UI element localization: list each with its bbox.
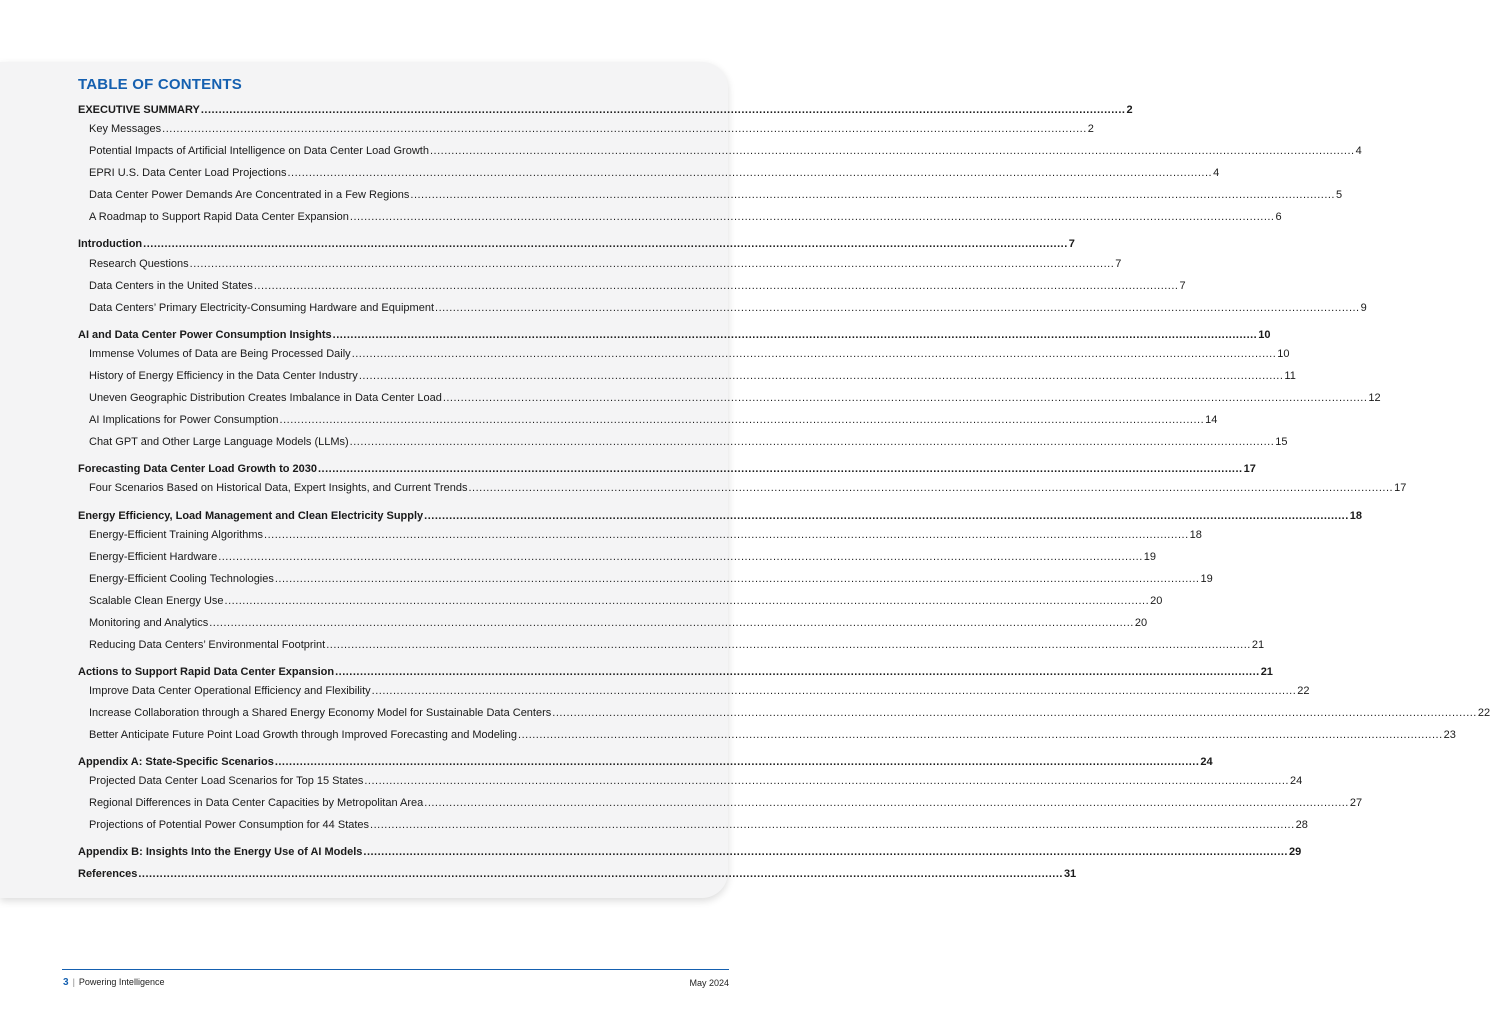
toc-entry-label: Appendix A: State-Specific Scenarios bbox=[78, 756, 274, 768]
toc-subsection-entry[interactable] bbox=[89, 774, 1303, 788]
toc-entry-label: Scalable Clean Energy Use bbox=[89, 595, 224, 607]
toc-subsection-entry[interactable] bbox=[89, 144, 1362, 158]
toc-entry-label: Improve Data Center Operational Efficiency and Flexibility bbox=[89, 685, 371, 697]
footer-page-number: 3 bbox=[63, 977, 69, 988]
toc-entry-label: Energy-Efficient Training Algorithms bbox=[89, 529, 264, 541]
toc-dot-leader: .................................................................................................................................................................................................................................................................... bbox=[424, 797, 1349, 809]
toc-entry-label: Introduction bbox=[78, 238, 143, 250]
toc-dot-leader: .................................................................................................................................................................................................................................................................... bbox=[442, 392, 1368, 404]
toc-dot-leader: .................................................................................................................................................................................................................................................................... bbox=[410, 189, 1335, 201]
toc-entry-page-number: 21 bbox=[1251, 639, 1265, 651]
toc-dot-leader: .................................................................................................................................................................................................................................................................... bbox=[370, 819, 1295, 831]
toc-entry-label: Regional Differences in Data Center Capacities by Metropolitan Area bbox=[89, 797, 424, 809]
toc-section-entry[interactable] bbox=[78, 509, 1363, 523]
toc-entry-label: Data Centers’ Primary Electricity-Consuming Hardware and Equipment bbox=[89, 302, 435, 314]
toc-dot-leader: .................................................................................................................................................................................................................................................................... bbox=[468, 482, 1394, 494]
toc-dot-leader: .................................................................................................................................................................................................................................................................... bbox=[138, 868, 1063, 880]
toc-subsection-entry[interactable] bbox=[89, 122, 1094, 136]
toc-entry-label: Potential Impacts of Artificial Intelligence on Data Center Load Growth bbox=[89, 145, 429, 157]
toc-entry-page-number: 5 bbox=[1336, 189, 1343, 201]
toc-entry-page-number: 17 bbox=[1243, 463, 1256, 475]
toc-title: TABLE OF CONTENTS bbox=[78, 76, 242, 93]
toc-dot-leader: .................................................................................................................................................................................................................................................................... bbox=[326, 639, 1251, 651]
toc-entry-label: Energy Efficiency, Load Management and Clean Electricity Supply bbox=[78, 510, 424, 522]
toc-dot-leader: .................................................................................................................................................................................................................................................................... bbox=[200, 104, 1126, 116]
toc-dot-leader: .................................................................................................................................................................................................................................................................... bbox=[371, 685, 1297, 697]
toc-entry-label: Uneven Geographic Distribution Creates Imbalance in Data Center Load bbox=[89, 392, 442, 404]
toc-entry-label: Chat GPT and Other Large Language Models (LLMs) bbox=[89, 436, 349, 448]
toc-dot-leader: .................................................................................................................................................................................................................................................................... bbox=[279, 414, 1205, 426]
toc-entry-page-number: 14 bbox=[1205, 414, 1218, 426]
toc-dot-leader: .................................................................................................................................................................................................................................................................... bbox=[253, 280, 1179, 292]
toc-subsection-entry[interactable] bbox=[89, 188, 1343, 202]
toc-entry-page-number: 29 bbox=[1289, 846, 1302, 858]
toc-dot-leader: .................................................................................................................................................................................................................................................................... bbox=[274, 573, 1200, 585]
toc-subsection-entry[interactable] bbox=[89, 210, 1282, 224]
toc-entry-label: Reducing Data Centers’ Environmental Footprint bbox=[89, 639, 326, 651]
toc-entry-page-number: 23 bbox=[1443, 729, 1456, 741]
toc-dot-leader: .................................................................................................................................................................................................................................................................... bbox=[162, 123, 1087, 135]
toc-dot-leader: .................................................................................................................................................................................................................................................................... bbox=[332, 329, 1258, 341]
toc-dot-leader: .................................................................................................................................................................................................................................................................... bbox=[429, 145, 1355, 157]
toc-entry-label: AI and Data Center Power Consumption Insights bbox=[78, 329, 332, 341]
toc-subsection-entry[interactable] bbox=[89, 481, 1407, 495]
toc-section-entry[interactable] bbox=[78, 867, 1077, 881]
toc-dot-leader: .................................................................................................................................................................................................................................................................... bbox=[349, 436, 1275, 448]
toc-entry-label: A Roadmap to Support Rapid Data Center Expansion bbox=[89, 211, 349, 223]
toc-dot-leader: .................................................................................................................................................................................................................................................................... bbox=[518, 729, 1443, 741]
toc-subsection-entry[interactable] bbox=[89, 435, 1288, 449]
toc-entry-page-number: 27 bbox=[1349, 797, 1363, 809]
toc-entry-page-number: 10 bbox=[1258, 329, 1271, 341]
toc-subsection-entry[interactable] bbox=[89, 391, 1381, 405]
toc-entry-label: Actions to Support Rapid Data Center Expansion bbox=[78, 666, 335, 678]
toc-dot-leader: .................................................................................................................................................................................................................................................................... bbox=[424, 510, 1349, 522]
toc-entry-label: Four Scenarios Based on Historical Data, Expert Insights, and Current Trends bbox=[89, 482, 468, 494]
footer-left bbox=[63, 977, 164, 988]
toc-entry-label: EPRI U.S. Data Center Load Projections bbox=[89, 167, 287, 179]
toc-subsection-entry[interactable] bbox=[89, 257, 1122, 271]
toc-entry-page-number: 4 bbox=[1355, 145, 1362, 157]
toc-entry-page-number: 20 bbox=[1134, 617, 1148, 629]
toc-subsection-entry[interactable] bbox=[89, 166, 1220, 180]
toc-entry-label: EXECUTIVE SUMMARY bbox=[78, 104, 200, 116]
toc-entry-label: Immense Volumes of Data are Being Processed Daily bbox=[89, 348, 351, 360]
toc-entry-label: History of Energy Efficiency in the Data Center Industry bbox=[89, 370, 358, 382]
toc-dot-leader: .................................................................................................................................................................................................................................................................... bbox=[287, 167, 1213, 179]
toc-entry-page-number: 11 bbox=[1284, 370, 1296, 382]
toc-dot-leader: .................................................................................................................................................................................................................................................................... bbox=[318, 463, 1243, 475]
toc-entry-page-number: 17 bbox=[1394, 482, 1407, 494]
toc-entry-page-number: 4 bbox=[1213, 167, 1220, 179]
toc-entry-label: Data Center Power Demands Are Concentrated in a Few Regions bbox=[89, 189, 410, 201]
toc-dot-leader: .................................................................................................................................................................................................................................................................... bbox=[435, 302, 1360, 314]
toc-entry-label: Appendix B: Insights Into the Energy Use of AI Models bbox=[78, 846, 363, 858]
toc-subsection-entry[interactable] bbox=[89, 528, 1202, 542]
toc-entry-page-number: 2 bbox=[1087, 123, 1094, 135]
toc-dot-leader: .................................................................................................................................................................................................................................................................... bbox=[349, 211, 1275, 223]
toc-section-entry[interactable] bbox=[78, 845, 1302, 859]
toc-entry-page-number: 28 bbox=[1295, 819, 1308, 831]
toc-subsection-entry[interactable] bbox=[89, 684, 1310, 698]
toc-subsection-entry[interactable] bbox=[89, 347, 1290, 361]
toc-section-entry[interactable] bbox=[78, 462, 1256, 476]
toc-entry-label: Research Questions bbox=[89, 258, 189, 270]
footer-divider bbox=[62, 969, 729, 970]
toc-subsection-entry[interactable] bbox=[89, 616, 1148, 630]
toc-entry-page-number: 19 bbox=[1200, 573, 1213, 585]
toc-section-entry[interactable] bbox=[78, 103, 1133, 117]
toc-entry-page-number: 6 bbox=[1275, 211, 1282, 223]
toc-dot-leader: .................................................................................................................................................................................................................................................................... bbox=[364, 775, 1289, 787]
toc-entry-label: Forecasting Data Center Load Growth to 2030 bbox=[78, 463, 317, 475]
toc-dot-leader: .................................................................................................................................................................................................................................................................... bbox=[335, 666, 1260, 678]
toc-entry-label: Projected Data Center Load Scenarios for Top 15 States bbox=[89, 775, 364, 787]
toc-dot-leader: .................................................................................................................................................................................................................................................................... bbox=[274, 756, 1200, 768]
toc-entry-page-number: 7 bbox=[1115, 258, 1122, 270]
toc-dot-leader: .................................................................................................................................................................................................................................................................... bbox=[143, 238, 1068, 250]
toc-dot-leader: .................................................................................................................................................................................................................................................................... bbox=[363, 846, 1288, 858]
toc-dot-leader: .................................................................................................................................................................................................................................................................... bbox=[351, 348, 1277, 360]
toc-entry-page-number: 19 bbox=[1143, 551, 1157, 563]
toc-entry-page-number: 24 bbox=[1200, 756, 1213, 768]
toc-entry-label: AI Implications for Power Consumption bbox=[89, 414, 279, 426]
toc-subsection-entry[interactable] bbox=[89, 369, 1296, 383]
toc-entry-page-number: 7 bbox=[1179, 280, 1186, 292]
toc-entry-label: Projections of Potential Power Consumption for 44 States bbox=[89, 819, 370, 831]
footer-document-title: Powering Intelligence bbox=[78, 977, 165, 987]
toc-entry-label: Data Centers in the United States bbox=[89, 280, 253, 292]
toc-entry-page-number: 18 bbox=[1189, 529, 1202, 541]
toc-dot-leader: .................................................................................................................................................................................................................................................................... bbox=[264, 529, 1189, 541]
toc-entry-page-number: 7 bbox=[1068, 238, 1075, 250]
toc-dot-leader: .................................................................................................................................................................................................................................................................... bbox=[224, 595, 1150, 607]
toc-subsection-entry[interactable] bbox=[89, 706, 1490, 720]
toc-subsection-entry[interactable] bbox=[89, 594, 1163, 608]
toc-subsection-entry[interactable] bbox=[89, 413, 1218, 427]
toc-subsection-entry[interactable] bbox=[89, 796, 1363, 810]
toc-entry-page-number: 12 bbox=[1368, 392, 1381, 404]
toc-entry-page-number: 31 bbox=[1063, 868, 1077, 880]
toc-subsection-entry[interactable] bbox=[89, 279, 1186, 293]
toc-entry-label: Monitoring and Analytics bbox=[89, 617, 209, 629]
toc-dot-leader: .................................................................................................................................................................................................................................................................... bbox=[189, 258, 1115, 270]
toc-subsection-entry[interactable] bbox=[89, 818, 1308, 832]
toc-entry-page-number: 18 bbox=[1349, 510, 1363, 522]
toc-subsection-entry[interactable] bbox=[89, 301, 1367, 315]
toc-section-entry[interactable] bbox=[78, 665, 1273, 679]
toc-section-entry[interactable] bbox=[78, 755, 1213, 769]
toc-entry-page-number: 21 bbox=[1260, 666, 1273, 678]
toc-entry-page-number: 20 bbox=[1150, 595, 1163, 607]
toc-entry-label: References bbox=[78, 868, 138, 880]
toc-entry-label: Key Messages bbox=[89, 123, 162, 135]
toc-entry-page-number: 22 bbox=[1477, 707, 1490, 719]
toc-entry-label: Increase Collaboration through a Shared Energy Economy Model for Sustainable Data Centers bbox=[89, 707, 552, 719]
toc-entry-page-number: 10 bbox=[1277, 348, 1290, 360]
toc-subsection-entry[interactable] bbox=[89, 728, 1456, 742]
toc-entry-label: Better Anticipate Future Point Load Growth through Improved Forecasting and Modeling bbox=[89, 729, 518, 741]
toc-subsection-entry[interactable] bbox=[89, 550, 1157, 564]
toc-entry-label: Energy-Efficient Cooling Technologies bbox=[89, 573, 274, 585]
toc-dot-leader: .................................................................................................................................................................................................................................................................... bbox=[218, 551, 1143, 563]
toc-subsection-entry[interactable] bbox=[89, 638, 1265, 652]
toc-entry-page-number: 2 bbox=[1126, 104, 1133, 116]
footer-separator: | bbox=[72, 977, 75, 987]
toc-entry-page-number: 15 bbox=[1275, 436, 1288, 448]
toc-section-entry[interactable] bbox=[78, 237, 1075, 251]
toc-entry-label: Energy-Efficient Hardware bbox=[89, 551, 218, 563]
footer-date: May 2024 bbox=[689, 978, 729, 988]
toc-dot-leader: .................................................................................................................................................................................................................................................................... bbox=[209, 617, 1134, 629]
toc-section-entry[interactable] bbox=[78, 328, 1271, 342]
toc-entry-page-number: 24 bbox=[1289, 775, 1303, 787]
toc-dot-leader: .................................................................................................................................................................................................................................................................... bbox=[552, 707, 1477, 719]
toc-entry-page-number: 22 bbox=[1297, 685, 1310, 697]
toc-subsection-entry[interactable] bbox=[89, 572, 1213, 586]
toc-entry-page-number: 9 bbox=[1360, 302, 1367, 314]
toc-dot-leader: .................................................................................................................................................................................................................................................................... bbox=[358, 370, 1284, 382]
